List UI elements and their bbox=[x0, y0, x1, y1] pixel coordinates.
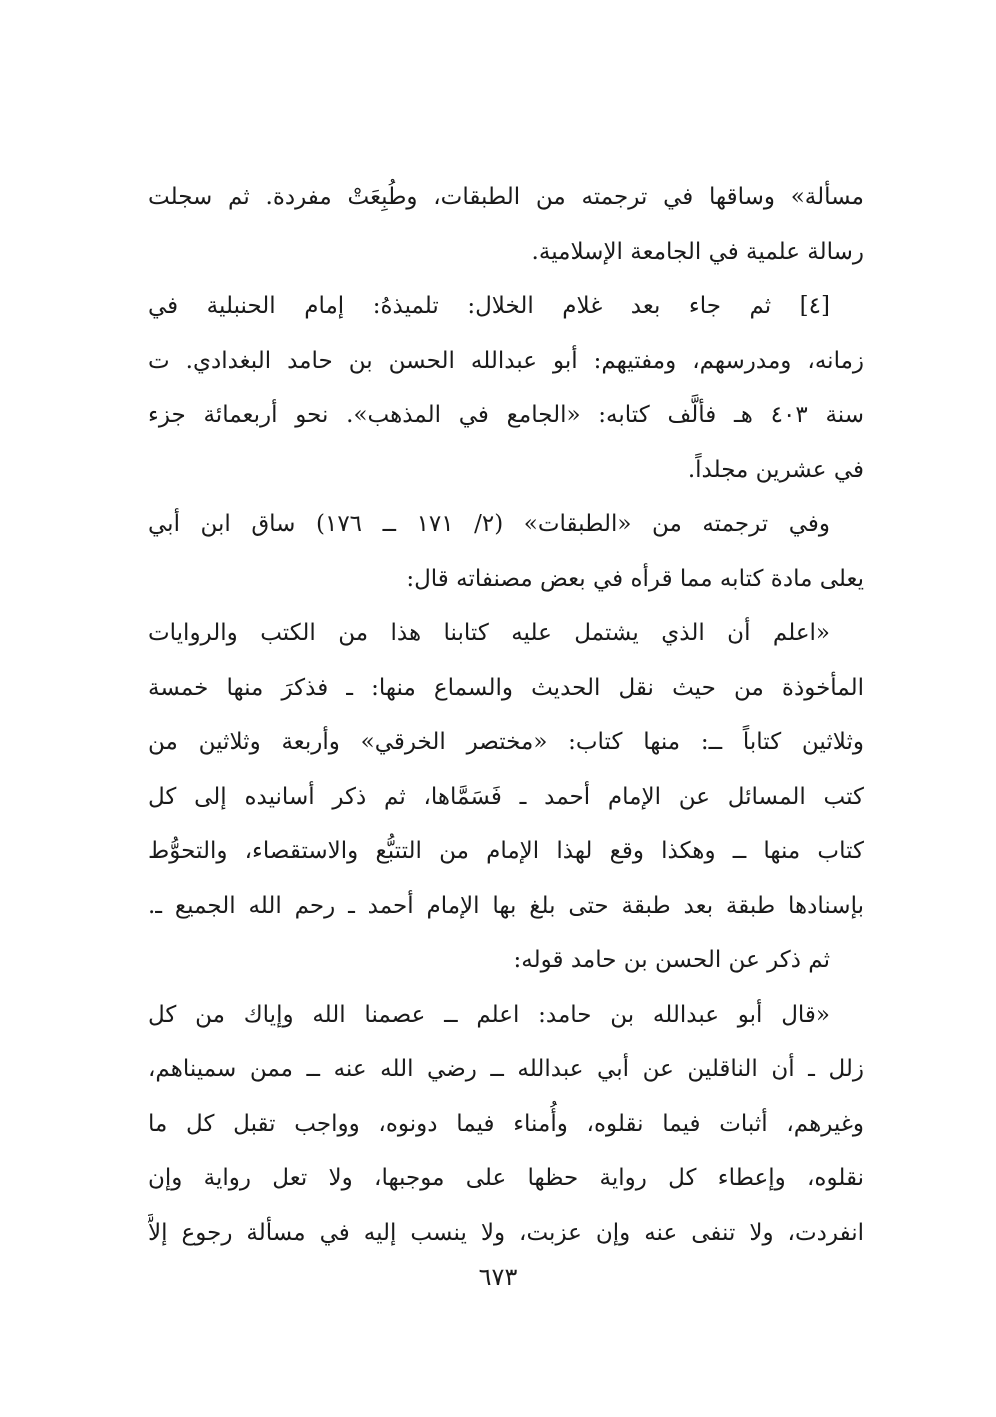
text-line: كتاب منها ــ وهكذا وقع لهذا الإمام من التتبُّع والاستقصاء، والتحوُّط bbox=[148, 838, 864, 864]
text-line: وغيرهم، أثبات فيما نقلوه، وأُمناء فيما دونوه، وواجب تقبل كل ما bbox=[148, 1110, 864, 1137]
text-line: «اعلم أن الذي يشتمل عليه كتابنا هذا من الكتب والروايات bbox=[148, 620, 830, 646]
text-line: نقلوه، وإعطاء كل رواية حظها على موجبها، ولا تعل رواية وإن bbox=[148, 1165, 864, 1191]
text-line: يعلى مادة كتابه مما قرأه في بعض مصنفاته قال: bbox=[406, 565, 864, 592]
text-line: [٤] ثم جاء بعد غلام الخلال: تلميذهُ: إمام الحنبلية في bbox=[148, 293, 830, 319]
text-line: وثلاثين كتاباً ــ: منها كتاب: «مختصر الخرقي» وأربعة وثلاثين من bbox=[148, 729, 864, 755]
text-line: مسألة» وساقها في ترجمته من الطبقات، وطُبِعَتْ مفردة. ثم سجلت bbox=[148, 184, 864, 210]
text-line: زلل ـ أن الناقلين عن أبي عبدالله ــ رضي الله عنه ــ ممن سميناهم، bbox=[148, 1056, 864, 1082]
text-line: «قال أبو عبدالله بن حامد: اعلم ــ عصمنا الله وإياك من كل bbox=[148, 1001, 830, 1028]
text-line: بإسنادها طبقة بعد طبقة حتى بلغ بها الإمام أحمد ـ رحم الله الجميع ـ. bbox=[148, 892, 864, 919]
text-line: كتب المسائل عن الإمام أحمد ـ فَسَمَّاها، ثم ذكر أسانيده إلى كل bbox=[148, 783, 864, 810]
body-text bbox=[148, 170, 864, 1260]
text-line: في عشرين مجلداً. bbox=[687, 456, 864, 483]
text-line: المأخوذة من حيث نقل الحديث والسماع منها: ـ فذكرَ منها خمسة bbox=[148, 674, 864, 701]
text-line: رسالة علمية في الجامعة الإسلامية. bbox=[531, 238, 864, 265]
text-line: سنة ٤٠٣ هـ فألَّف كتابه: «الجامع في المذهب». نحو أربعمائة جزء bbox=[148, 402, 864, 428]
text-line: زمانه، ومدرسهم، ومفتيهم: أبو عبدالله الحسن بن حامد البغدادي. ت bbox=[148, 347, 864, 374]
page-number: ٦٧٣ bbox=[478, 1263, 518, 1291]
text-line: ثم ذكر عن الحسن بن حامد قوله: bbox=[513, 947, 830, 973]
text-line: وفي ترجمته من «الطبقات» (٢/ ١٧١ ــ ١٧٦) ساق ابن أبي bbox=[148, 511, 831, 537]
text-line: انفردت، ولا تنفى عنه وإن عزبت، ولا ينسب إليه في مسألة رجوع إلاَّ bbox=[148, 1219, 864, 1246]
